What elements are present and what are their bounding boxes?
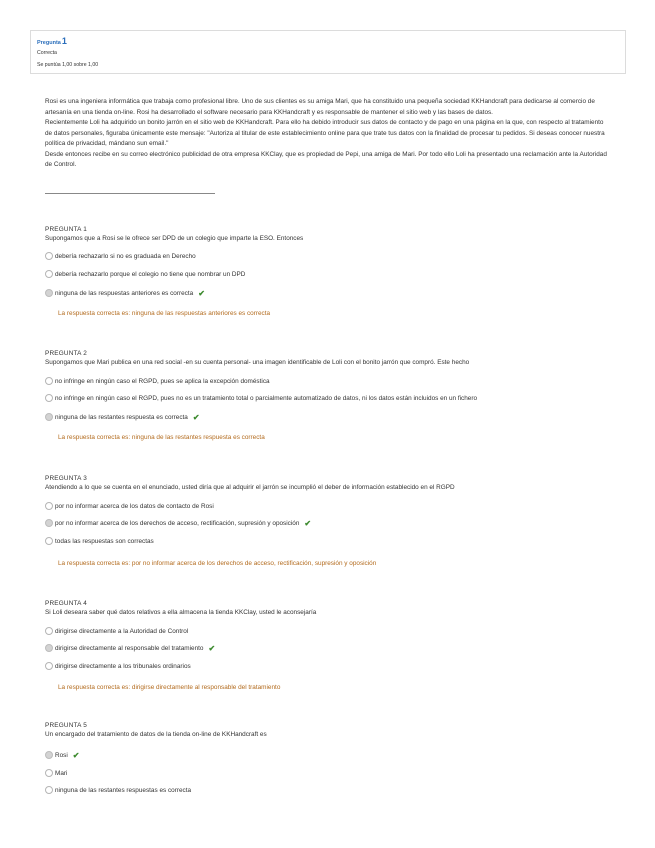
intro-paragraph-3: Desde entonces recibe en su correo electrónico publicidad de otra empresa KKClay, que es propiedad de Pepi, una amiga de Mari. Por todo ello Loli ha presentado una reclamación ante la Autoridad de Control. [45,150,607,168]
answer-option[interactable] [45,625,188,637]
answer-option[interactable] [45,767,67,779]
answer-option[interactable] [45,375,270,387]
question-2 [45,350,625,441]
radio-button[interactable] [45,769,53,777]
check-icon: ✔ [208,643,216,653]
radio-button[interactable] [45,662,53,670]
question-text: Atendiendo a lo que se cuenta en el enunciado, usted diría que al adquirir el jarrón se incumplió el deber de información establecido en el RGPD [45,484,455,491]
correct-answer-feedback: La respuesta correcta es: dirigirse directamente al responsable del tratamiento [58,684,281,691]
check-icon: ✔ [192,412,200,422]
option-label: dirigirse directamente al responsable del tratamiento [55,644,204,652]
check-icon: ✔ [304,518,312,528]
option-label: dirigirse directamente a los tribunales ordinarios [55,662,191,670]
option-label: ninguna de las respuestas anteriores es correcta [55,289,194,297]
intro-paragraph-1: Rosi es una ingeniera informática que trabaja como profesional libre. Uno de sus clientes es su amiga Mari, que ha constituido una pequeña sociedad KKHandcraft para dedicarse al comercio de artesanía en una tienda on-line. Rosi ha desarrollado el software necesario para KKHandcraft y es responsable de mantener el sitio web y las bases de datos. [45,98,595,116]
question-title: PREGUNTA 5 [45,722,88,729]
question-title: PREGUNTA 4 [45,600,88,607]
radio-button[interactable] [45,644,53,652]
option-label: Mari [55,769,68,777]
correct-answer-feedback: La respuesta correcta es: ninguna de las restantes respuesta es correcta [58,434,265,441]
radio-button[interactable] [45,751,53,759]
option-label: no infringe en ningún caso el RGPD, pues no es un tratamiento total o parcialmente automatizado de datos, ni los datos están incluidos en un fichero [55,394,478,402]
question-5 [45,722,625,794]
question-text: Supongamos que a Rosi se le ofrece ser DPD de un colegio que imparte la ESO. Entonces [45,235,304,242]
question-1 [45,226,625,317]
correct-answer-feedback: La respuesta correcta es: por no informar acerca de los derechos de acceso, rectificación, supresión y oposición [58,560,377,567]
question-grade: Se puntúa 1,00 sobre 1,00 [37,62,99,68]
answer-option[interactable] [45,500,214,512]
question-title: PREGUNTA 2 [45,350,88,357]
question-4 [45,600,625,691]
answer-option[interactable] [45,392,477,404]
separator-line [45,193,215,194]
check-icon: ✔ [198,288,205,298]
radio-button[interactable] [45,786,53,794]
radio-button[interactable] [45,270,53,278]
question-3 [45,475,625,567]
question-title: PREGUNTA 3 [45,475,88,482]
option-label: por no informar acerca de los derechos de acceso, rectificación, supresión y oposición [55,519,300,527]
option-label: dirigirse directamente a la Autoridad de Control [55,627,189,635]
answer-option[interactable] [45,535,154,547]
question-state: Correcta [37,50,57,56]
intro-paragraph-2: Recientemente Loli ha adquirido un bonito jarrón en el sitio web de KKHandcraft. Para ello ha debido introducir sus datos de contacto y de pago en una página en la que, con respecto al tratamiento de datos personales, figuraba únicamente este mensaje: "Autoriza al titular de este establecimiento online para que trate tus datos con la finalidad de procesar tu pedidos. Si deseas conocer nuestra política de privacidad, mándano sun email." [45,119,605,147]
answer-option[interactable] [45,517,311,529]
option-label: ninguna de las restantes respuesta es correcta [55,413,188,421]
radio-button[interactable] [45,413,53,421]
option-label: debería rechazarlo si no es graduada en Derecho [55,252,196,260]
case-statement [45,97,610,171]
question-info-box [30,30,626,74]
radio-button[interactable] [45,377,53,385]
answer-option[interactable] [45,784,191,796]
option-label: no infringe en ningún caso el RGPD, pues se aplica la excepción doméstica [55,377,270,385]
question-text: Si Loli deseara saber qué datos relativos a ella almacena la tienda KKClay, usted le aconsejaría [45,609,317,616]
option-label: todas las respuestas son correctas [55,537,154,545]
answer-option[interactable] [45,268,245,280]
question-title: PREGUNTA 1 [45,226,88,233]
correct-answer-feedback: La respuesta correcta es: ninguna de las respuestas anteriores es correcta [58,310,271,317]
answer-option[interactable] [45,749,80,761]
check-icon: ✔ [72,750,80,760]
question-number: 1 [61,36,67,46]
radio-button[interactable] [45,252,53,260]
option-label: Rosi [55,751,68,759]
radio-button[interactable] [45,519,53,527]
answer-option[interactable] [45,250,196,262]
answer-option[interactable] [45,287,205,299]
answer-option[interactable] [45,411,200,423]
question-text: Un encargado del tratamiento de datos de la tienda on-line de KKHandcraft es [45,731,267,738]
radio-button[interactable] [45,394,53,402]
radio-button[interactable] [45,627,53,635]
option-label: debería rechazarlo porque el colegio no tiene que nombrar un DPD [55,270,246,278]
option-label: ninguna de las restantes respuestas es correcta [55,786,192,794]
radio-button[interactable] [45,502,53,510]
question-text: Supongamos que Mari publica en una red social -en su cuenta personal- una imagen identificable de Loli con el bonito jarrón que compró. Este hecho [45,359,470,366]
answer-option[interactable] [45,660,191,672]
answer-option[interactable] [45,642,215,654]
radio-button[interactable] [45,537,53,545]
question-label: Pregunta1 [37,36,67,46]
option-label: por no informar acerca de los datos de contacto de Rosi [55,502,214,510]
radio-button[interactable] [45,289,53,297]
